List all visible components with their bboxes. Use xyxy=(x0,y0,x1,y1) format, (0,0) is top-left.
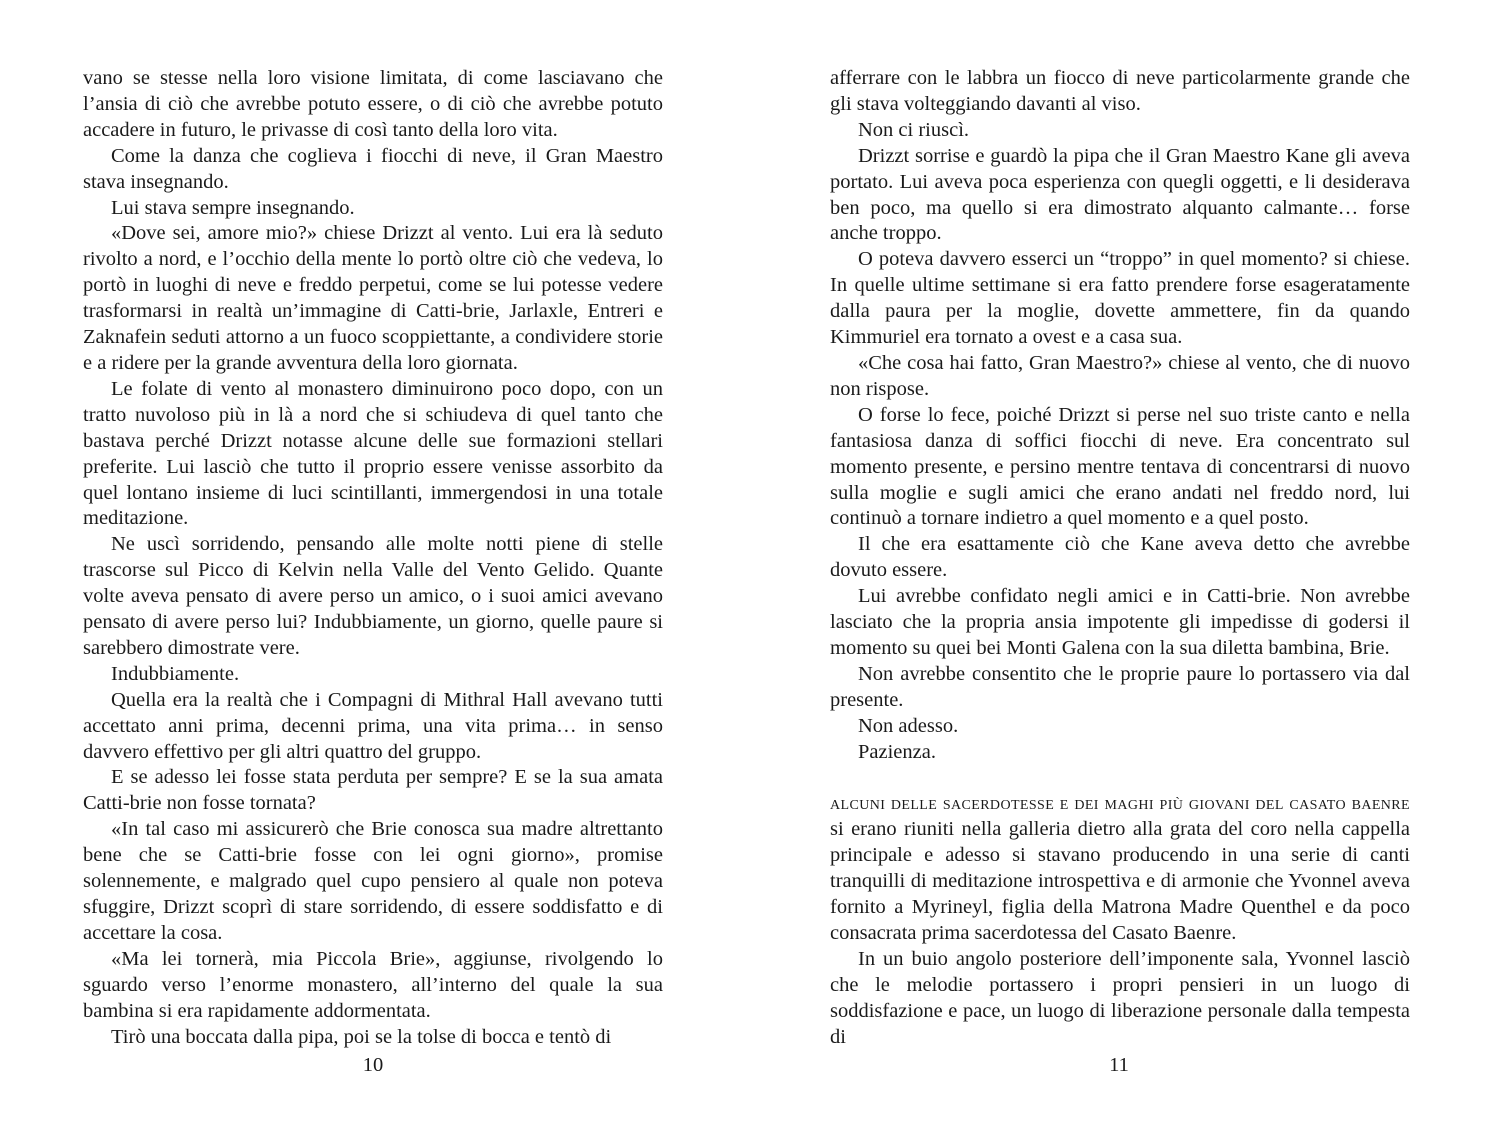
section-opening-text: si erano riuniti nella galleria dietro alla grata del coro nella cappella principale e adesso si stavano producendo in una serie di canti tranquilli di meditazione introspettiva e di armonie che Yvonnel aveva fornito a Myrineyl, figlia della Matrona Madre Quenthel e da poco consacrata prima sacerdotessa del Casato Baenre. xyxy=(830,818,1410,944)
paragraph: Lui avrebbe confidato negli amici e in Catti-brie. Non avrebbe lasciato che la propria ansia impotente gli impedisse di godersi il momento su quei bei Monti Galena con la sua diletta bambina, Brie. xyxy=(830,585,1410,659)
paragraph: «Che cosa hai fatto, Gran Maestro?» chiese al vento, che di nuovo non rispose. xyxy=(830,351,1410,400)
paragraph: O forse lo fece, poiché Drizzt si perse nel suo triste canto e nella fantasiosa danza di soffici fiocchi di neve. Era concentrato sul momento presente, e persino mentre tentava di concentrarsi di nuovo sulla moglie e sugli amici che erano andati nel freddo nord, lui continuò a tornare indietro a quel momento e a quel posto. xyxy=(830,403,1410,530)
paragraph: Non avrebbe consentito che le proprie paure lo portassero via dal presente. xyxy=(830,662,1410,711)
paragraph: afferrare con le labbra un fiocco di neve particolarmente grande che gli stava volteggiando davanti al viso. xyxy=(830,67,1410,115)
page-number: 10 xyxy=(362,1054,384,1076)
section-opening-paragraph xyxy=(830,791,1410,946)
paragraph: Quella era la realtà che i Compagni di Mithral Hall avevano tutti accettato anni prima, decenni prima, una vita prima… in senso davvero effettivo per gli altri quattro del gruppo. xyxy=(83,688,663,763)
left-page xyxy=(83,66,663,1050)
paragraph: vano se stesse nella loro visione limitata, di come lasciavano che l’ansia di ciò che avrebbe potuto essere, o di ciò che avrebbe potuto accadere in futuro, le privasse di così tanto della loro vita. xyxy=(83,67,663,141)
paragraph: «In tal caso mi assicurerò che Brie conosca sua madre altrettanto bene che se Catti-brie fosse con lei ogni giorno», promise solennemente, e malgrado quel cupo pensiero al quale non poteva sfuggire, Drizzt scoprì di stare sorridendo, di essere soddisfatto e di accettare la cosa. xyxy=(83,818,663,944)
paragraph: Le folate di vento al monastero diminuirono poco dopo, con un tratto nuvoloso più in là a nord che si schiudeva di quel tanto che bastava perché Drizzt notasse alcune delle sue formazioni stellari preferite. Lui lasciò che tutto il proprio essere venisse assorbito da quel lontano insieme di luci scintillanti, immergendosi in una totale meditazione. xyxy=(83,377,663,530)
paragraph: Tirò una boccata dalla pipa, poi se la tolse di bocca e tentò di xyxy=(111,1025,612,1048)
paragraph: Pazienza. xyxy=(858,740,936,763)
right-page xyxy=(830,66,1410,1051)
paragraph: In un buio angolo posteriore dell’imponente sala, Yvonnel lasciò che le melodie portassero i propri pensieri in un luogo di soddisfazione e pace, un luogo di liberazione personale dalla tempesta di xyxy=(830,947,1410,1048)
paragraph: Il che era esattamente ciò che Kane aveva detto che avrebbe dovuto essere. xyxy=(830,533,1410,582)
paragraph: Lui stava sempre insegnando. xyxy=(111,196,355,219)
section-opening-smallcaps: alcuni delle sacerdotesse e dei maghi più giovani del casato baenre xyxy=(830,792,1410,815)
paragraph: O poteva davvero esserci un “troppo” in quel momento? si chiese. In quelle ultime settimane si era fatto prendere forse esageratamente dalla paura per la moglie, dovette ammettere, fin da quando Kimmuriel era tornato a ovest e a casa sua. xyxy=(830,248,1410,349)
paragraph: E se adesso lei fosse stata perduta per sempre? E se la sua amata Catti-brie non fosse tornata? xyxy=(83,766,663,815)
paragraph: Indubbiamente. xyxy=(111,662,240,685)
paragraph: Drizzt sorrise e guardò la pipa che il Gran Maestro Kane gli aveva portato. Lui aveva poca esperienza con quegli oggetti, e li desiderava ben poco, ma quello si era dimostrato alquanto calmante… forse anche troppo. xyxy=(830,144,1410,245)
paragraph: Non adesso. xyxy=(858,714,959,737)
paragraph: Non ci riuscì. xyxy=(858,118,970,141)
page-number: 11 xyxy=(1109,1054,1129,1076)
paragraph: «Ma lei tornerà, mia Piccola Brie», aggiunse, rivolgendo lo sguardo verso l’enorme monastero, all’interno del quale la sua bambina si era rapidamente addormentata. xyxy=(83,947,663,1022)
paragraph: Ne uscì sorridendo, pensando alle molte notti piene di stelle trascorse sul Picco di Kelvin nella Valle del Vento Gelido. Quante volte aveva pensato di avere perso un amico, o i suoi amici avevano pensato di avere perso lui? Indubbiamente, un giorno, quelle paure si sarebbero dimostrate vere. xyxy=(83,533,663,659)
paragraph: «Dove sei, amore mio?» chiese Drizzt al vento. Lui era là seduto rivolto a nord, e l’occhio della mente lo portò oltre ciò che vedeva, lo portò in luoghi di neve e freddo perpetui, come se lui potesse vedere trasformarsi in realtà un’immagine di Catti-brie, Jarlaxle, Entreri e Zaknafein seduti attorno a un fuoco scoppiettante, a condividere storie e a ridere per la grande avventura della loro giornata. xyxy=(83,222,663,374)
paragraph: Come la danza che coglieva i fiocchi di neve, il Gran Maestro stava insegnando. xyxy=(83,144,663,193)
